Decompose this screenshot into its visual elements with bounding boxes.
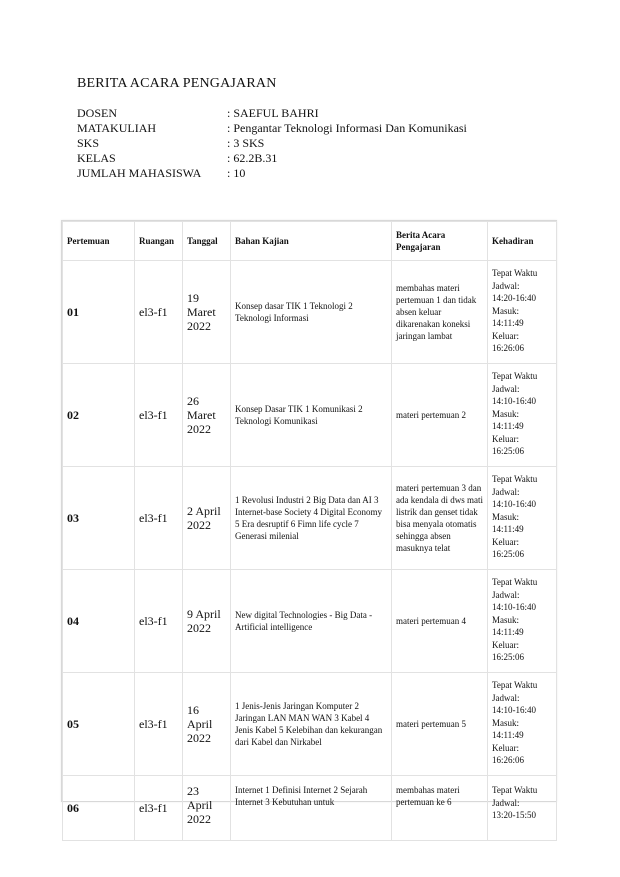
cell-kehadiran [488,467,557,570]
header-kehadiran: Kehadiran [488,222,557,261]
cell-bahan-kajian: New digital Technologies - Big Data - Artificial intelligence [231,570,392,673]
attendance-table [62,221,557,841]
kehadiran-line: Masuk: [492,305,519,316]
kehadiran-line: Jadwal: [492,280,520,291]
cell-ruangan: el3-f1 [135,673,183,776]
cell-pertemuan: 02 [63,364,135,467]
attendance-table-container [61,220,557,826]
table-row [63,570,557,673]
kehadiran-line: 16:26:06 [492,755,525,765]
cell-kehadiran [488,261,557,364]
kehadiran-line: Jadwal: [492,383,520,394]
kehadiran-line: Tepat Waktu [492,474,538,484]
cell-berita-acara: membahas materi pertemuan 1 dan tidak absen keluar dikarenakan koneksi jaringan lambat [392,261,488,364]
cell-berita-acara: materi pertemuan 5 [392,673,488,776]
cell-berita-acara: materi pertemuan 4 [392,570,488,673]
cell-ruangan: el3-f1 [135,467,183,570]
cell-ruangan: el3-f1 [135,364,183,467]
cell-tanggal: 26 Maret 2022 [183,364,231,467]
kehadiran-line: Jadwal: [492,589,520,600]
table-row [63,364,557,467]
cell-bahan-kajian: Konsep Dasar TIK 1 Komunikasi 2 Teknologi Komunikasi [231,364,392,467]
header-pertemuan: Pertemuan [63,222,135,261]
cell-tanggal: 16 April 2022 [183,673,231,776]
info-value: : 3 SKS [227,136,265,150]
info-label: KELAS [77,151,116,165]
kehadiran-line: Tepat Waktu [492,268,538,278]
cell-kehadiran [488,570,557,673]
cell-bahan-kajian: 1 Jenis-Jenis Jaringan Komputer 2 Jaringan LAN MAN WAN 3 Kabel 4 Jenis Kabel 5 Kelebihan dan kekurangan dari Kabel dan Nirkabel [231,673,392,776]
info-value: : 62.2B.31 [227,151,278,165]
kehadiran-line: Keluar: [492,639,519,650]
info-row-sks [77,136,467,151]
cell-pertemuan: 06 [63,776,135,841]
cell-berita-acara: materi pertemuan 3 dan ada kendala di dws mati listrik dan genset tidak bisa menyala otomatis sehingga absen masuknya telat [392,467,488,570]
course-info [77,106,467,181]
cell-tanggal: 19 Maret 2022 [183,261,231,364]
kehadiran-line: Jadwal: [492,692,520,703]
table-row [63,467,557,570]
info-row-kelas [77,151,467,166]
info-row-jumlah-mahasiswa [77,166,467,181]
cell-tanggal: 2 April 2022 [183,467,231,570]
kehadiran-line: 14:11:49 [492,730,524,740]
header-tanggal: Tanggal [183,222,231,261]
kehadiran-line: 16:25:06 [492,549,525,559]
kehadiran-line: Masuk: [492,511,519,522]
info-row-matakuliah [77,121,467,136]
kehadiran-line: Jadwal: [492,797,520,808]
header-ruangan: Ruangan [135,222,183,261]
kehadiran-line: 14:10-16:40 [492,602,536,612]
table-body [63,261,557,841]
kehadiran-line: Masuk: [492,614,519,625]
info-label: JUMLAH MAHASISWA [77,166,202,180]
info-value: : SAEFUL BAHRI [227,106,319,120]
info-value: : 10 [227,166,246,180]
cell-pertemuan: 01 [63,261,135,364]
kehadiran-line: 14:11:49 [492,421,524,431]
cell-bahan-kajian: Internet 1 Definisi Internet 2 Sejarah Internet 3 Kebutuhan untuk [231,776,392,841]
kehadiran-line: 14:11:49 [492,627,524,637]
kehadiran-line: Keluar: [492,536,519,547]
kehadiran-line: Keluar: [492,742,519,753]
cell-kehadiran [488,776,557,841]
cell-berita-acara: materi pertemuan 2 [392,364,488,467]
header-berita-acara: Berita Acara Pengajaran [392,222,488,261]
kehadiran-line: 14:10-16:40 [492,705,536,715]
kehadiran-line: 14:10-16:40 [492,396,536,406]
table-row [63,261,557,364]
kehadiran-line: Masuk: [492,717,519,728]
cell-kehadiran [488,364,557,467]
cell-bahan-kajian: Konsep dasar TIK 1 Teknologi 2 Teknologi Informasi [231,261,392,364]
info-row-dosen [77,106,467,121]
cell-bahan-kajian: 1 Revolusi Industri 2 Big Data dan AI 3 Internet-base Society 4 Digital Economy 5 Era desruptif 6 Fimn life cycle 7 Generasi milenial [231,467,392,570]
cell-ruangan: el3-f1 [135,261,183,364]
cell-tanggal: 23 April 2022 [183,776,231,841]
kehadiran-line: Tepat Waktu [492,680,538,690]
cell-tanggal: 9 April 2022 [183,570,231,673]
table-header-row [63,222,557,261]
kehadiran-line: 16:26:06 [492,343,525,353]
cell-pertemuan: 04 [63,570,135,673]
info-label: MATAKULIAH [77,121,157,135]
info-value: : Pengantar Teknologi Informasi Dan Komunikasi [227,121,467,135]
cell-ruangan: el3-f1 [135,570,183,673]
kehadiran-line: Keluar: [492,330,519,341]
table-row [63,776,557,841]
kehadiran-line: 14:11:49 [492,318,524,328]
cell-ruangan: el3-f1 [135,776,183,841]
kehadiran-line: 14:10-16:40 [492,499,536,509]
cell-kehadiran [488,673,557,776]
kehadiran-line: Masuk: [492,408,519,419]
header-bahan-kajian: Bahan Kajian [231,222,392,261]
kehadiran-line: 14:11:49 [492,524,524,534]
kehadiran-line: 13:20-15:50 [492,810,536,820]
info-label: SKS [77,136,100,150]
info-label: DOSEN [77,106,118,120]
kehadiran-line: Tepat Waktu [492,785,538,795]
kehadiran-line: 16:25:06 [492,652,525,662]
kehadiran-line: Tepat Waktu [492,577,538,587]
cell-pertemuan: 03 [63,467,135,570]
kehadiran-line: 16:25:06 [492,446,525,456]
kehadiran-line: Jadwal: [492,486,520,497]
kehadiran-line: 14:20-16:40 [492,293,536,303]
cell-berita-acara: membahas materi pertemuan ke 6 [392,776,488,841]
kehadiran-line: Tepat Waktu [492,371,538,381]
document-title: BERITA ACARA PENGAJARAN [77,76,277,91]
kehadiran-line: Keluar: [492,433,519,444]
cell-pertemuan: 05 [63,673,135,776]
table-row [63,673,557,776]
